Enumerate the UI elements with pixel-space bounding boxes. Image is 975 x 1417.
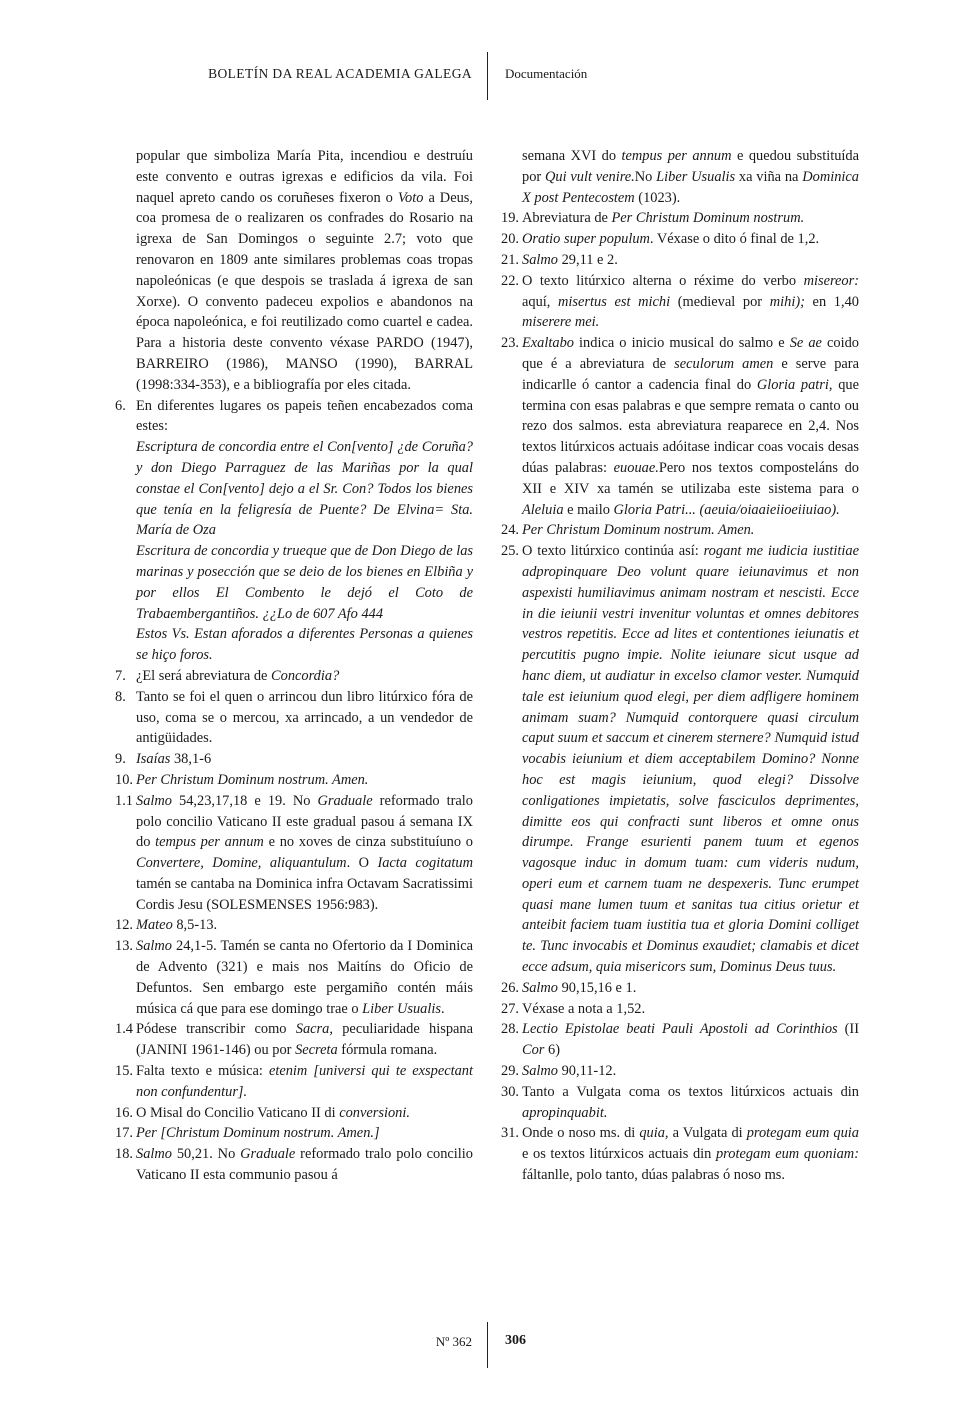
footnote <box>115 915 473 936</box>
footnote-number: 6. <box>115 397 126 414</box>
footnote <box>501 271 859 333</box>
italic-text: Se ae <box>789 335 822 352</box>
footnote <box>115 396 473 666</box>
footnote-number: 7. <box>115 667 126 684</box>
footnote-number: 19. <box>501 210 519 227</box>
italic-text: Oratio super populum <box>522 231 650 248</box>
text-run: peculiaridade hispana (JANINI 1961-146) ou por <box>136 1021 473 1059</box>
text-run: Pódese transcribir como <box>136 1021 296 1038</box>
footnote <box>115 936 473 1019</box>
italic-text: mihi); <box>769 293 805 310</box>
text-run: 29,11 e 2. <box>557 251 618 268</box>
text-run: aquí, <box>522 293 559 310</box>
page-number: 306 <box>505 1333 526 1348</box>
italic-text: Salmo <box>522 979 558 996</box>
italic-text: etenim [universi qui te exspectant non confundentur]. <box>136 1063 473 1100</box>
italic-text: tempus per annum <box>621 148 732 164</box>
right-column <box>501 146 860 1186</box>
italic-text: Sacra, <box>295 1021 333 1038</box>
text-run: En diferentes lugares os papeis teñen encabezados coma estes: <box>136 397 473 435</box>
italic-text: Salmo <box>136 1146 172 1163</box>
continued-note <box>522 146 859 208</box>
italic-text: euouae. <box>613 459 659 476</box>
italic-text: protegam eum quoniam: <box>715 1146 859 1163</box>
footnote-number: 1.1 <box>115 792 133 809</box>
italic-text: Graduale <box>240 1146 296 1163</box>
italic-text: Per Christum Dominum nostrum. Amen. <box>136 771 369 788</box>
italic-text: Gloria Patri... (aeuia/oiaaieiioeiiuiao). <box>613 501 840 518</box>
quoted-heading: Escriptura de concordia entre el Con[vento] ¿de Coruña? y don Diego Parraguez de las Mariñas por la qual constae el Con[vento] dejo a el Sr. Con? Todos los bienes que tenía en la feligresía de Puente? De Elvina= Sta. María de Oza <box>136 439 473 539</box>
footnote <box>501 333 859 520</box>
italic-text: Mateo <box>136 917 173 934</box>
text-run: , que termina con esas palabras e que sempre remata o canto ou rezo dos salmos. esta abreviatura reaparece en 2,4. Nos textos litúrxicos actuais adóitase indicar coas vocais desas dúas palabras: <box>522 376 859 476</box>
footnote-number: 13. <box>115 938 133 955</box>
italic-text: conversioni. <box>339 1104 410 1121</box>
italic-text: Dominica X post Pentecostem <box>522 168 860 206</box>
italic-text: Concordia? <box>271 667 340 684</box>
footnote-number: 21. <box>501 251 519 268</box>
text-run: 24,1-5. Tamén se canta no Ofertorio da I Dominica de Advento (321) e mais nos Maitíns do Oficio de Defuntos. Sen embargo este pergamiño contén máis música cá que para ese domingo trae o <box>136 938 473 1017</box>
footnote <box>115 1103 473 1124</box>
italic-text: Isaías <box>136 751 171 768</box>
footnote <box>115 1019 473 1061</box>
footnote <box>115 687 473 749</box>
text-run: (1023). <box>634 189 681 206</box>
text-run: Falta texto e música: <box>136 1063 269 1080</box>
text-run: 6) <box>544 1042 560 1059</box>
text-run: e os textos litúrxicos actuais din <box>522 1146 716 1163</box>
italic-text: Gloria patri <box>756 376 829 393</box>
journal-title: BOLETÍN DA REAL ACADEMIA GALEGA <box>208 66 472 81</box>
footnote <box>115 666 473 687</box>
footnote <box>501 1082 859 1124</box>
footnote-number: 9. <box>115 751 126 768</box>
footnote-number: 23. <box>501 335 519 352</box>
left-column <box>115 146 474 1186</box>
text-run: 90,11-12. <box>557 1063 617 1080</box>
text-run: . <box>440 1000 445 1017</box>
italic-text: Iacta cogitatum <box>377 855 473 872</box>
footnote-number: 27. <box>501 1000 519 1017</box>
footnote-number: 10. <box>115 771 133 788</box>
text-run: e no xoves de cinza substituíuno o <box>263 834 473 851</box>
footnote <box>501 978 859 999</box>
footnote <box>501 1123 859 1185</box>
italic-text: Per [Christum Dominum nostrum. Amen.] <box>136 1125 380 1142</box>
text-run: semana XVI do <box>522 148 622 164</box>
italic-text: misereor: <box>803 272 859 289</box>
footnote <box>501 229 859 250</box>
italic-text: Per Christum Dominum nostrum. <box>611 210 805 227</box>
text-run: ¿El será abreviatura de <box>136 667 272 684</box>
italic-text: Aleluia <box>522 501 564 518</box>
footnote-number: 20. <box>501 231 519 248</box>
text-run: e serve para indicarlle ó cantor a cadencia final do <box>522 355 859 393</box>
text-run: No <box>634 168 657 185</box>
footnote <box>501 1061 859 1082</box>
text-run: reformado tralo polo concilio Vaticano II este gradual pasou á semana IX do <box>136 792 474 851</box>
italic-text: Voto <box>397 189 424 206</box>
text-run: e quedou substituída por <box>522 148 860 185</box>
quoted-heading: Escritura de concordia y trueque que de Don Diego de las marinas y posección que se deio de los bienes en Elbiña y por ellos El Combento le dejó el Coto de Trabaembergantiños. ¿¿Lo de 607 Afo 444 <box>136 543 473 622</box>
italic-text: Salmo <box>522 251 558 268</box>
italic-text: Lectio Epistolae beati Pauli Apostoli ad Corinthios <box>522 1021 838 1038</box>
footnote <box>115 1144 473 1186</box>
footnotes-list-left <box>115 396 474 1186</box>
text-run: 90,15,16 e 1. <box>557 979 637 996</box>
text-run: tamén se cantaba na Dominica infra Octavam Sacratissimi Cordis Jesu (SOLESMENSES 1956:983). <box>136 875 473 913</box>
footnote-number: 15. <box>115 1063 133 1080</box>
section-title: Documentación <box>505 66 588 81</box>
quoted-heading: Estos Vs. Estan aforados a diferentes Personas a quienes se hiço foros. <box>136 626 473 664</box>
text-run: 38,1-6 <box>170 751 212 768</box>
text-run: O texto litúrxico alterna o réxime do verbo <box>522 272 804 289</box>
text-run: Onde o noso ms. di <box>522 1125 640 1142</box>
footnote <box>501 999 859 1020</box>
italic-text: Graduale <box>317 792 373 809</box>
italic-text: Convertere, Domine, aliquantulum <box>136 855 347 872</box>
italic-text: Salmo <box>136 938 172 955</box>
italic-text: Liber Usualis <box>362 1000 441 1017</box>
footnote-number: 22. <box>501 272 519 289</box>
text-run: en 1,40 <box>804 293 859 310</box>
italic-text: miserere mei. <box>522 314 600 331</box>
text-run: popular que simboliza María Pita, incendiou e destruíu este convento e outras igrexas e edificios da vila. Foi naquel apreto cando os coruñeses fixeron o <box>136 148 473 206</box>
footnote-number: 17. <box>115 1125 133 1142</box>
text-run: e mailo <box>563 501 614 518</box>
issue-number: Nº 362 <box>435 1334 472 1349</box>
footnote <box>501 250 859 271</box>
italic-text: Qui vult venire. <box>544 168 635 185</box>
text-run: O Misal do Concilio Vaticano II di <box>136 1104 340 1121</box>
continued-note <box>136 146 473 396</box>
footnote <box>501 1019 859 1061</box>
text-run: coido que é a abreviatura de <box>522 335 859 372</box>
footnote-number: 31. <box>501 1125 519 1142</box>
footnotes-list-right <box>501 208 859 1185</box>
text-run: 54,23,17,18 e 19. No <box>171 792 318 809</box>
italic-text: Cor <box>522 1042 545 1059</box>
footer-divider <box>487 1322 488 1368</box>
italic-text: apropinquabit. <box>522 1104 608 1121</box>
italic-text: Salmo <box>136 792 172 809</box>
text-run: O texto litúrxico continúa así: <box>522 543 704 560</box>
running-header <box>0 52 975 100</box>
text-run: (medieval por <box>670 293 770 310</box>
text-run: a Vulgata di <box>668 1125 747 1142</box>
footnote-number: 18. <box>115 1146 133 1163</box>
running-footer <box>0 1322 975 1368</box>
footnote-number: 30. <box>501 1083 519 1100</box>
italic-text: Exaltabo <box>522 335 574 352</box>
text-run: fáltanlle, polo tanto, dúas palabras ó noso ms. <box>522 1167 785 1184</box>
footnote-number: 25. <box>501 543 519 560</box>
italic-text: tempus per annum <box>155 834 264 851</box>
text-run: Tanto se foi el quen o arrincou dun libro litúrxico fóra de uso, coma se o mercou, xa arrincado, a un vendedor de antigüidades. <box>136 688 473 747</box>
footnote-number: 28. <box>501 1021 519 1038</box>
footnote <box>115 791 474 916</box>
text-run: Pero nos textos composteláns do XII e XIV xa tamén se utilizaba este sistema para o <box>522 459 859 497</box>
footnote <box>501 520 859 541</box>
text-run: Abreviatura de <box>522 210 612 227</box>
text-run: . Véxase o dito ó final de 1,2. <box>649 231 820 248</box>
text-run: indica o inicio musical do salmo e <box>573 335 790 352</box>
italic-text: Secreta <box>295 1042 338 1059</box>
text-run: . O <box>346 855 378 872</box>
footnote <box>115 1123 473 1144</box>
text-run: 50,21. No <box>171 1146 241 1163</box>
italic-text: misertus est michi <box>558 293 671 310</box>
italic-text: Per Christum Dominum nostrum. Amen. <box>522 522 755 539</box>
text-run: Véxase a nota a 1,52. <box>522 1000 646 1017</box>
text-run: 8,5-13. <box>172 917 218 934</box>
footnote <box>501 541 859 978</box>
header-divider <box>487 52 488 100</box>
footnote-number: 12. <box>115 917 133 934</box>
footnote-number: 29. <box>501 1063 519 1080</box>
footnote-number: 8. <box>115 688 126 705</box>
footnote <box>115 749 473 770</box>
footnote-number: 26. <box>501 979 519 996</box>
footnote-number: 1.4 <box>115 1021 133 1038</box>
footnote-number: 16. <box>115 1104 133 1121</box>
italic-text: Liber Usualis <box>656 168 736 185</box>
italic-text: seculorum amen <box>674 355 774 372</box>
italic-text: rogant me iudicia iustitiae adpropinquare Deo volunt quare ieiunavimus et non aspexisti humiliavimus animam nostram et nescisti. Ecce in die ieiunii vestri invenitur voluntas et omnes debitores vestros repetitis. Ecce ad lites et contentiones ieiunatis et percutitis pugno impie. Nolite ieiunare sicut usque ad hanc diem, ut audiatur in excelso clamor vester. Numquid tale est ieiunium quod elegi, per diem adfligere hominem animam suam? Numquid contorquere quasi circulum caput suum et saccum et cinerem sternere? Numquid istud vocabis ieiunium et diem acceptabilem Domino? Nonne hoc est magis ieiunium, quod elegi? Dissolve conligationes impietatis, solve fasciculos deprimentes, dimitte eos qui confracti sunt liberos et omne onus dirumpe. Frange esurienti panem tuum et egenos vagosque induc in domum tuam: cum videris nudum, operi eum et carnem tuam ne despexeris. Tunc erumpet quasi mane lumen tuum et sanitas tua citius orietur et anteibit faciem tuam iustitia tua et gloria Domini colliget te. Tunc invocabis et Dominus exaudiet; clamabis et dicet ecce adsum, quia misericors sum, Dominus Deus tuus. <box>522 543 859 976</box>
text-run: Tanto a Vulgata coma os textos litúrxicos actuais din <box>522 1083 859 1100</box>
text-run: a Deus, coa promesa de o realizaren os confrades do Rosario na igrexa de San Domingos o seguinte 2.7; voto que renovaron en 1809 ante similares problemas coas tropas napoleónicas (e que despois se traslada á igrexa de san Xorxe). O convento padeceu expolios e abandonos na época napoleónica, e foi reutilizado como cuartel e cadea. Para a historia deste convento véxase PARDO (1947), BARREIRO (1986), MANSO (1990), BARRAL (1998:334-353), e a bibliografía por eles citada. <box>136 189 473 393</box>
italic-text: Salmo <box>522 1063 558 1080</box>
footnote-number: 24. <box>501 522 519 539</box>
text-run: xa viña na <box>735 168 803 185</box>
footnote <box>115 770 473 791</box>
text-run: fórmula romana. <box>337 1042 438 1059</box>
italic-text: protegam eum quia <box>746 1125 859 1142</box>
italic-text: quia, <box>639 1125 669 1142</box>
text-run: (II <box>837 1021 859 1038</box>
text-run: reformado tralo polo concilio Vaticano II esta communio pasou á <box>136 1146 473 1184</box>
footnote <box>115 1061 473 1103</box>
footnote <box>501 208 859 229</box>
